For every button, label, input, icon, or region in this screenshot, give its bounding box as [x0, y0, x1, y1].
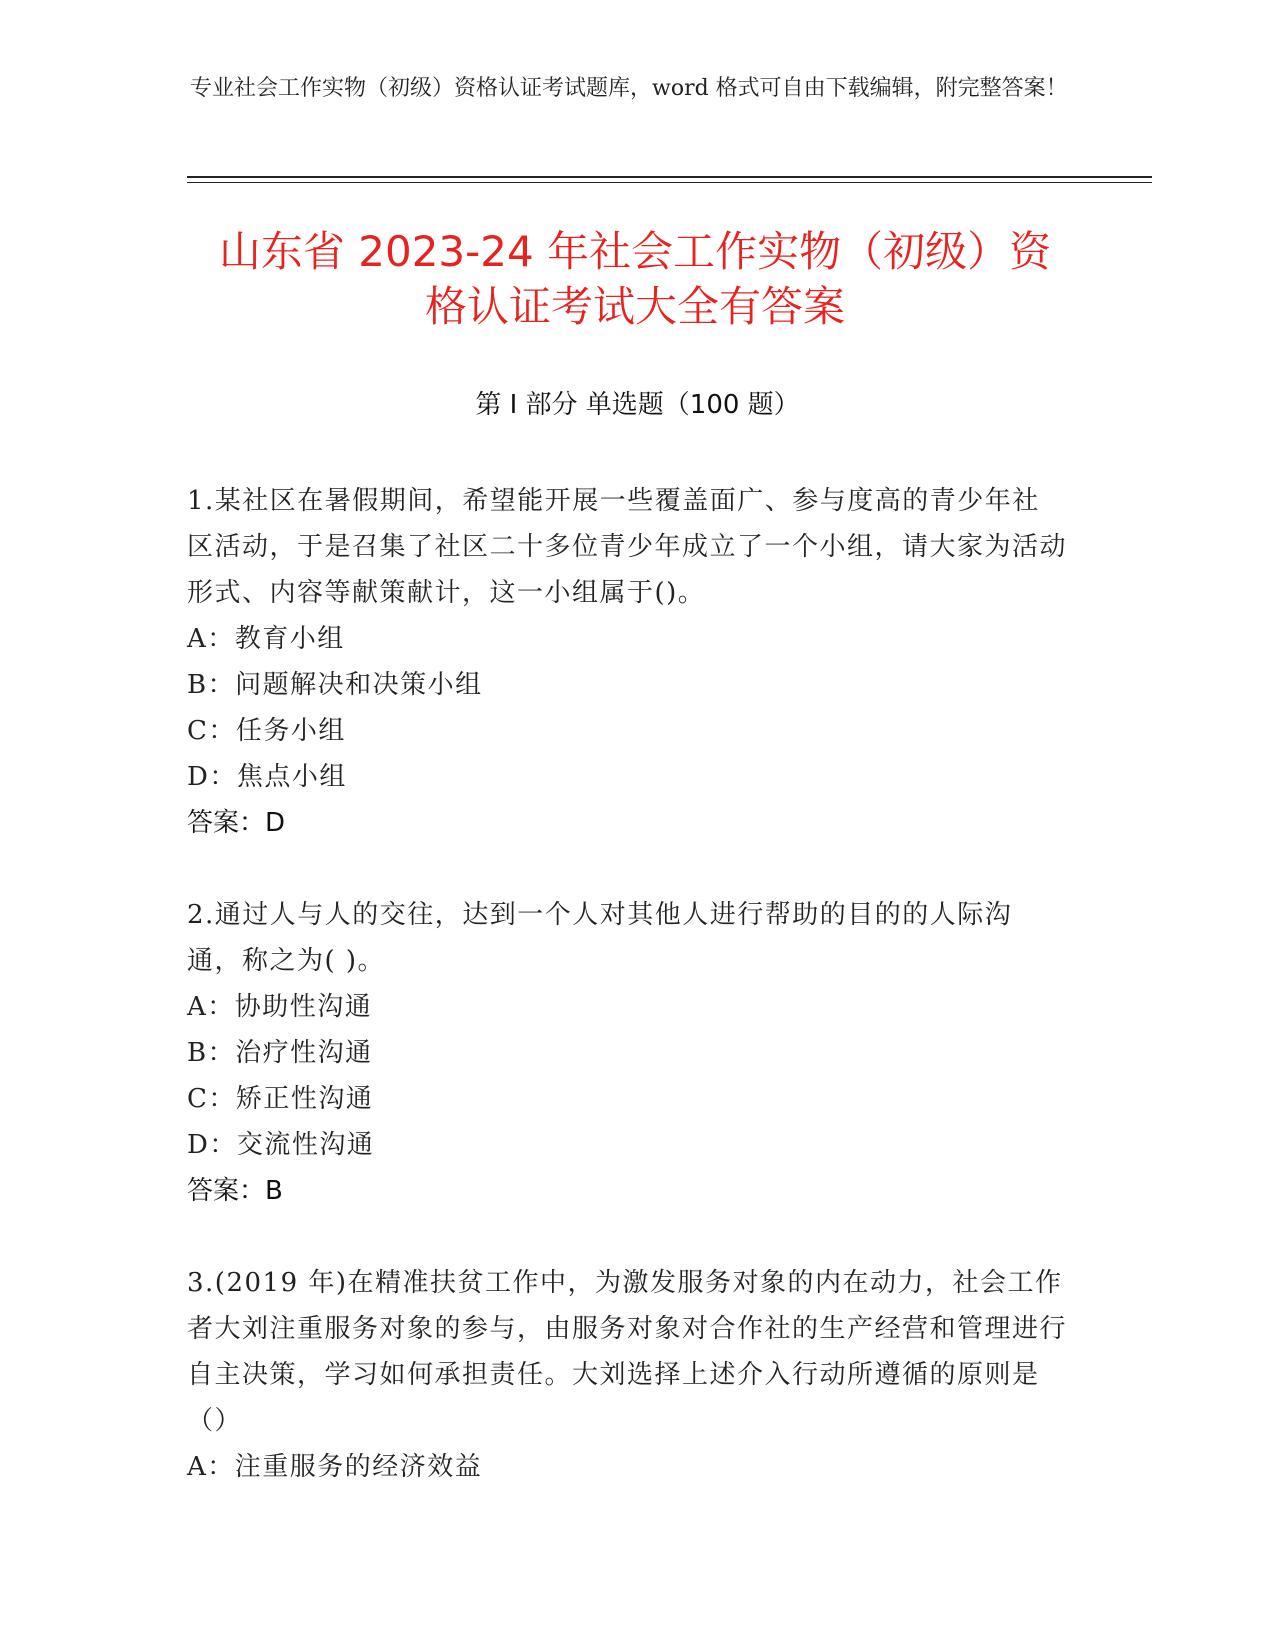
option-d: D：焦点小组: [187, 762, 347, 792]
header-divider-thin: [187, 182, 1152, 183]
header-note: 专业社会工作实物（初级）资格认证考试题库，word 格式可自由下载编辑，附完整答案！: [190, 76, 1068, 101]
section-title: 第 I 部分 单选题（100 题）: [475, 390, 800, 420]
question-list: [187, 478, 1067, 1536]
option-d: D：交流性沟通: [187, 1130, 375, 1160]
document-title-line-2: 格认证考试大全有答案: [424, 282, 845, 331]
option-b: B：治疗性沟通: [187, 1038, 373, 1068]
document-title-line-1: 山东省 2023-24 年社会工作实物（初级）资: [218, 227, 1052, 276]
question-2: [187, 892, 1067, 1214]
question-1: [187, 478, 1067, 846]
question-stem: 2.通过人与人的交往，达到一个人对其他人进行帮助的目的的人际沟通，称之为( )。: [187, 900, 1013, 976]
header-divider-thick: [187, 176, 1152, 178]
option-a: A：注重服务的经济效益: [187, 1452, 483, 1482]
answer: 答案：B: [187, 1176, 283, 1206]
question-stem: 1.某社区在暑假期间，希望能开展一些覆盖面广、参与度高的青少年社区活动，于是召集了社区二十多位青少年成立了一个小组，请大家为活动形式、内容等献策献计，这一小组属于()。: [187, 486, 1068, 608]
option-c: C：任务小组: [187, 716, 346, 746]
option-a: A：协助性沟通: [187, 992, 373, 1022]
answer: 答案：D: [187, 808, 286, 838]
option-a: A：教育小组: [187, 624, 345, 654]
option-c: C：矫正性沟通: [187, 1084, 374, 1114]
question-stem: 3.(2019 年)在精准扶贫工作中，为激发服务对象的内在动力，社会工作者大刘注重服务对象的参与，由服务对象对合作社的生产经营和管理进行自主决策，学习如何承担责任。大刘选择上述介入行动所遵循的原则是（）: [187, 1268, 1068, 1436]
document-title: [195, 224, 1075, 334]
option-b: B：问题解决和决策小组: [187, 670, 483, 700]
question-3: [187, 1260, 1067, 1490]
